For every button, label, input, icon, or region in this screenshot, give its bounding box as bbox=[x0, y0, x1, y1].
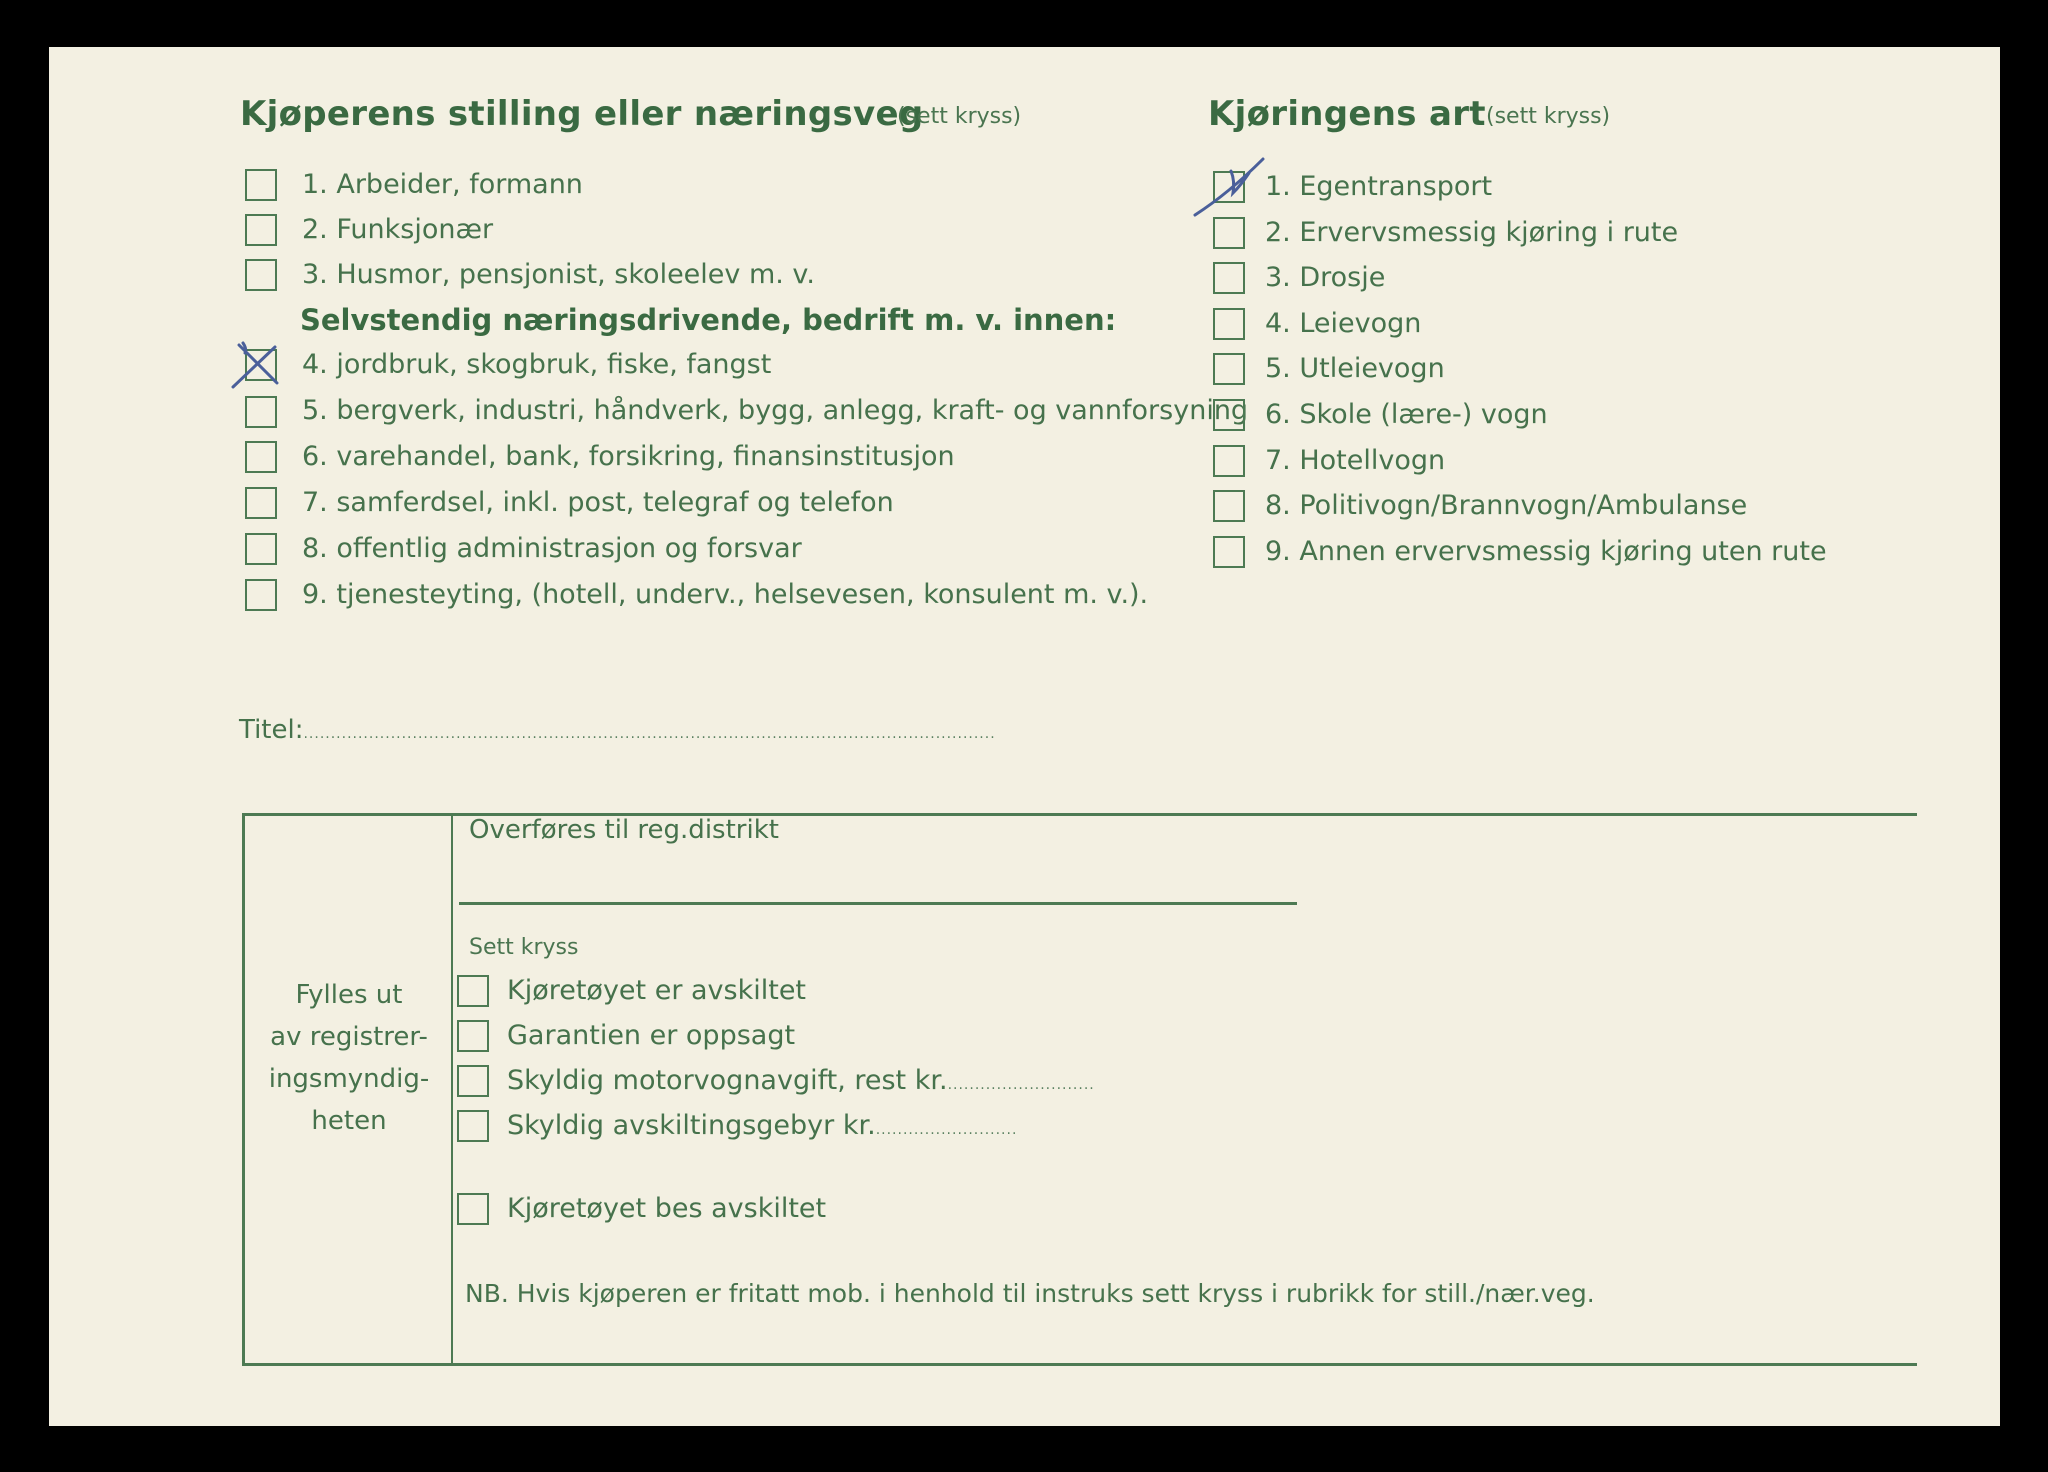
checkbox-driving-8[interactable] bbox=[1213, 490, 1245, 522]
option-driving-4: 4. Leievogn bbox=[1265, 308, 1422, 339]
checkbox-driving-7[interactable] bbox=[1213, 445, 1245, 477]
checkbox-avskiltet[interactable] bbox=[457, 975, 489, 1007]
checkbox-driving-1[interactable] bbox=[1213, 171, 1245, 203]
option-avskiltet: Kjøretøyet er avskiltet bbox=[507, 975, 807, 1006]
checkbox-occupation-6[interactable] bbox=[245, 441, 277, 473]
option-bes-avskiltet: Kjøretøyet bes avskiltet bbox=[507, 1193, 827, 1224]
option-occupation-6: 6. varehandel, bank, forsikring, finansinstitusjon bbox=[302, 441, 955, 472]
option-occupation-8: 8. offentlig administrasjon og forsvar bbox=[302, 533, 802, 564]
right-section-title: Kjøringens art bbox=[1208, 94, 1486, 134]
checkbox-motorvognavgift[interactable] bbox=[457, 1065, 489, 1097]
option-occupation-7: 7. samferdsel, inkl. post, telegraf og telefon bbox=[302, 487, 894, 518]
option-driving-8: 8. Politivogn/Brannvogn/Ambulanse bbox=[1265, 490, 1748, 521]
option-occupation-1: 1. Arbeider, formann bbox=[302, 169, 583, 200]
checkbox-driving-4[interactable] bbox=[1213, 308, 1245, 340]
nb-note: NB. Hvis kjøperen er fritatt mob. i henhold til instruks sett kryss i rubrikk for still./nær.veg. bbox=[465, 1279, 1595, 1308]
self-employed-subheading: Selvstendig næringsdrivende, bedrift m. v. innen: bbox=[300, 303, 1117, 337]
checkbox-occupation-5[interactable] bbox=[245, 396, 277, 428]
checkbox-occupation-9[interactable] bbox=[245, 579, 277, 611]
registry-side-label: Fylles ut av registrer- ingsmyndig- heten bbox=[268, 980, 430, 1136]
registry-left-border bbox=[242, 813, 245, 1366]
option-occupation-3: 3. Husmor, pensjonist, skoleelev m. v. bbox=[302, 259, 815, 290]
checkbox-bes-avskiltet[interactable] bbox=[457, 1193, 489, 1225]
transfer-input-line[interactable] bbox=[459, 902, 1297, 905]
checkbox-driving-6[interactable] bbox=[1213, 399, 1245, 431]
checkbox-occupation-1[interactable] bbox=[245, 169, 277, 201]
option-driving-1: 1. Egentransport bbox=[1265, 171, 1493, 202]
sett-kryss-label: Sett kryss bbox=[469, 935, 579, 960]
option-occupation-4: 4. jordbruk, skogbruk, fiske, fangst bbox=[302, 349, 772, 380]
option-driving-2: 2. Ervervsmessig kjøring i rute bbox=[1265, 217, 1679, 248]
option-garanti-oppsagt: Garantien er oppsagt bbox=[507, 1020, 796, 1051]
checkbox-driving-2[interactable] bbox=[1213, 217, 1245, 249]
option-driving-6: 6. Skole (lære-) vogn bbox=[1265, 399, 1548, 430]
form-paper bbox=[49, 47, 2000, 1426]
checkbox-avskiltingsgebyr[interactable] bbox=[457, 1110, 489, 1142]
checkbox-garanti-oppsagt[interactable] bbox=[457, 1020, 489, 1052]
option-driving-5: 5. Utleievogn bbox=[1265, 353, 1445, 384]
left-section-title: Kjøperens stilling eller næringsveg bbox=[240, 94, 924, 134]
checkbox-driving-3[interactable] bbox=[1213, 262, 1245, 294]
checkbox-driving-9[interactable] bbox=[1213, 536, 1245, 568]
registry-bottom-border bbox=[242, 1363, 1917, 1366]
right-section-hint: (sett kryss) bbox=[1486, 104, 1611, 129]
option-driving-3: 3. Drosje bbox=[1265, 262, 1386, 293]
checkbox-driving-5[interactable] bbox=[1213, 353, 1245, 385]
titel-field[interactable]: Titel:............................................................................................................................... bbox=[239, 715, 996, 745]
option-driving-9: 9. Annen ervervsmessig kjøring uten rute bbox=[1265, 536, 1827, 567]
checkbox-occupation-8[interactable] bbox=[245, 533, 277, 565]
registry-divider bbox=[451, 813, 453, 1366]
option-avskiltingsgebyr: Skyldig avskiltingsgebyr kr........................... bbox=[507, 1110, 1018, 1141]
option-occupation-5: 5. bergverk, industri, håndverk, bygg, anlegg, kraft- og vannforsyning bbox=[302, 395, 1249, 426]
checkbox-occupation-7[interactable] bbox=[245, 487, 277, 519]
option-occupation-2: 2. Funksjonær bbox=[302, 214, 494, 245]
option-occupation-9: 9. tjenesteyting, (hotell, underv., helsevesen, konsulent m. v.). bbox=[302, 579, 1149, 610]
checkbox-occupation-4[interactable] bbox=[245, 349, 277, 381]
checkbox-occupation-3[interactable] bbox=[245, 259, 277, 291]
left-section-hint: (sett kryss) bbox=[897, 104, 1022, 129]
checkbox-occupation-2[interactable] bbox=[245, 214, 277, 246]
option-motorvognavgift: Skyldig motorvognavgift, rest kr............................ bbox=[507, 1065, 1095, 1096]
transfer-label: Overføres til reg.distrikt bbox=[469, 815, 779, 845]
option-driving-7: 7. Hotellvogn bbox=[1265, 445, 1446, 476]
